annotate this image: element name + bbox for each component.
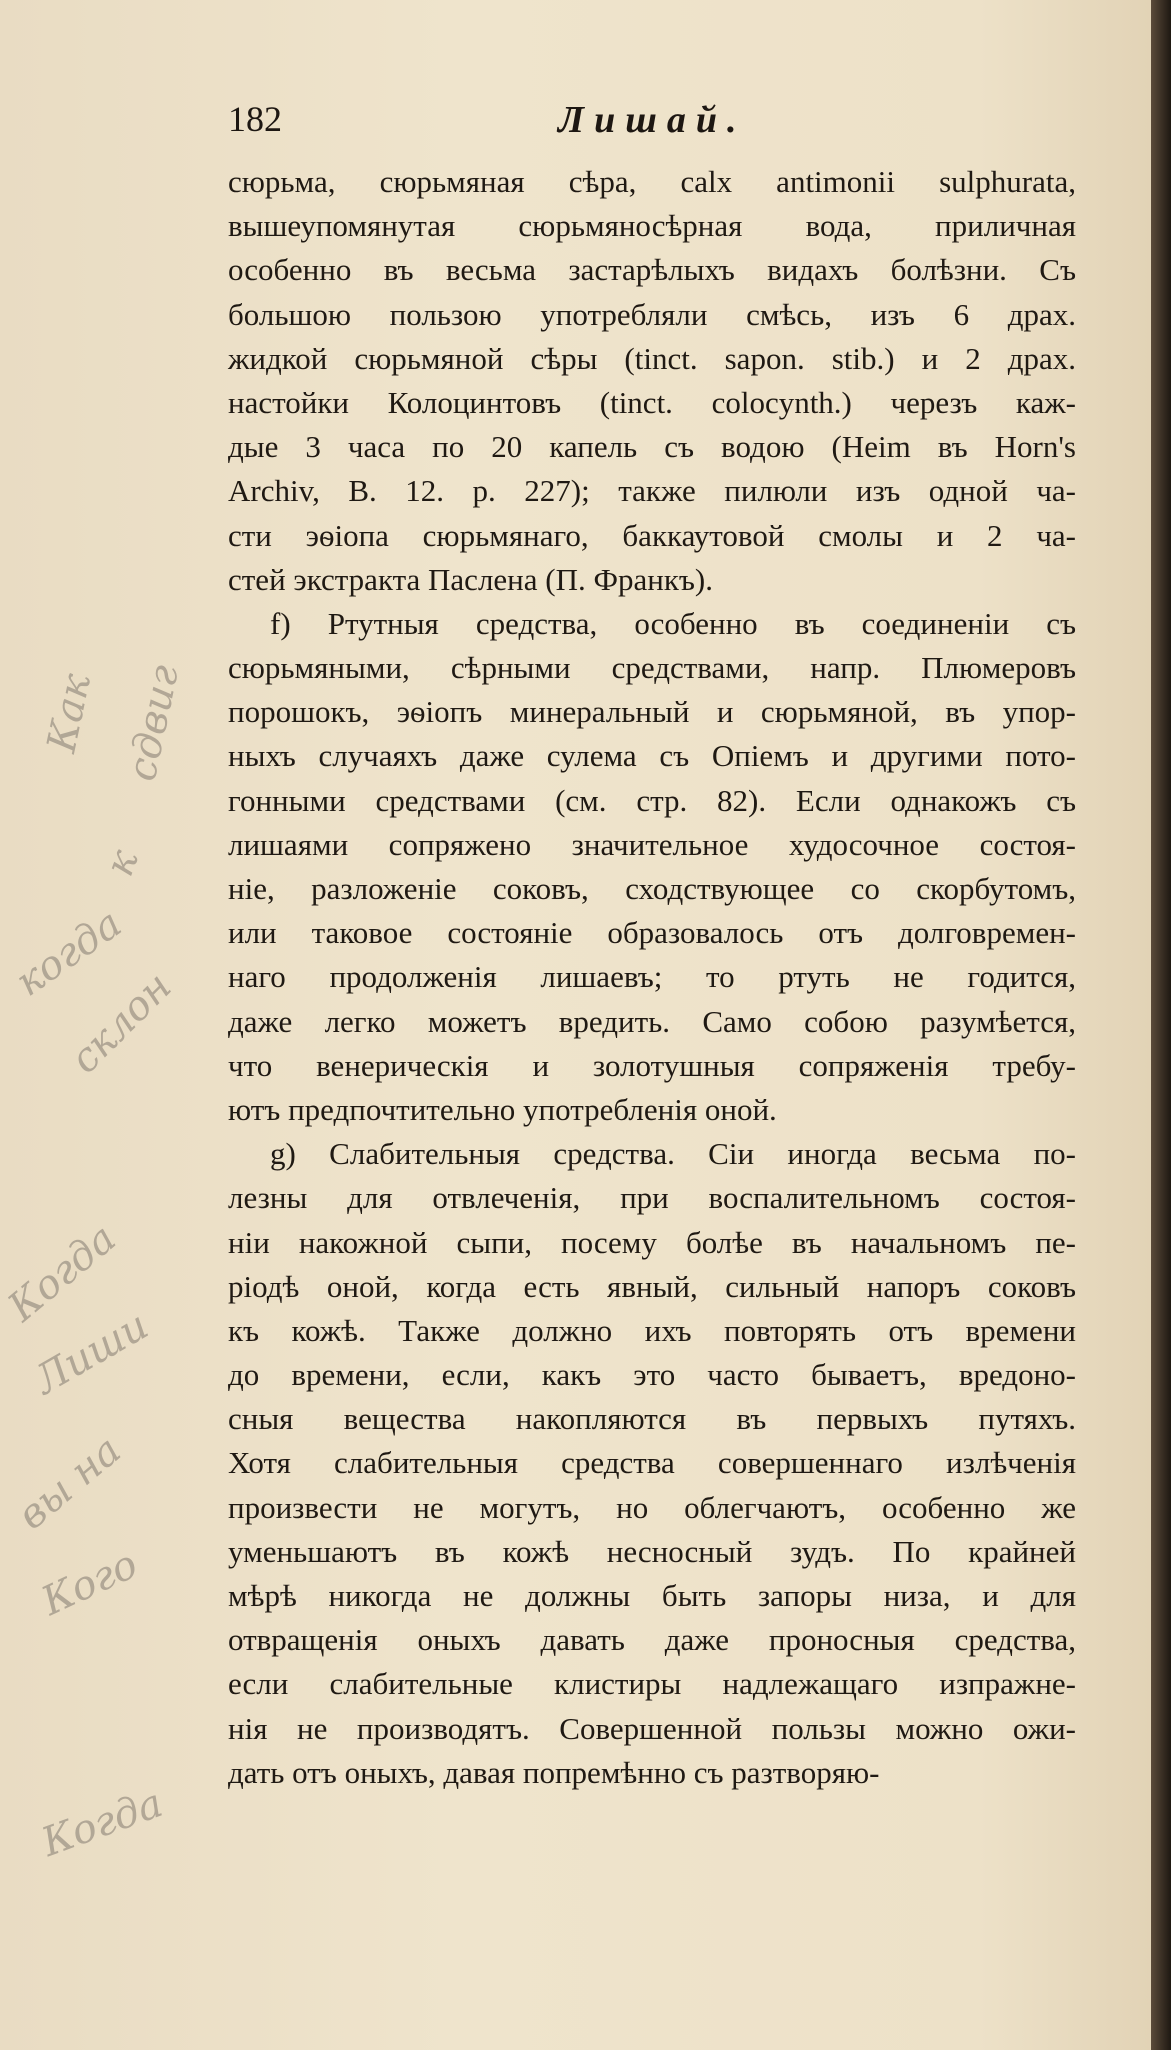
- text-line: ріодѣ оной, когда есть явный, сильный напоръ соковъ: [228, 1268, 1076, 1304]
- running-title: Лишай.: [558, 99, 747, 141]
- text-line: что венерическія и золотушныя сопряженія требу-: [228, 1047, 1076, 1083]
- text-line: наго продолженія лишаевъ; то ртуть не годится,: [228, 959, 1076, 995]
- text-line: ныхъ случаяхъ даже сулема съ Опіемъ и другими пото-: [228, 738, 1076, 774]
- text-line: до времени, если, какъ это часто бываетъ, вредоно-: [228, 1357, 1076, 1393]
- margin-note: вы на: [9, 1427, 130, 1539]
- text-line: отвращенія оныхъ давать даже проносныя средства,: [228, 1622, 1076, 1658]
- page-edge: [1151, 0, 1171, 2050]
- text-line: или таковое состояніе образовалось отъ долговремен-: [228, 915, 1076, 951]
- handwritten-margin-notes: [0, 0, 220, 2050]
- text-line: дать отъ оныхъ, давая попремѣнно съ разтворяю-: [228, 1754, 880, 1790]
- text-line: настойки Колоцинтовъ (tinct. colocynth.) черезъ каж-: [228, 384, 1076, 420]
- page-header: [228, 98, 1068, 148]
- text-line: порошокъ, эѳіопъ минеральный и сюрьмяной, въ упор-: [228, 694, 1076, 730]
- margin-note: Как: [38, 669, 101, 757]
- text-line: къ кожѣ. Также должно ихъ повторять отъ времени: [228, 1312, 1076, 1348]
- text-line: Archiv, B. 12. p. 227); также пилюли изъ одной ча-: [228, 473, 1076, 509]
- text-line: дые 3 часа по 20 капель съ водою (Heim въ Horn's: [228, 429, 1076, 465]
- text-line: гонными средствами (см. стр. 82). Если однакожъ съ: [228, 782, 1076, 818]
- text-line: лезны для отвлеченія, при воспалительномъ состоя-: [228, 1180, 1076, 1216]
- section-heading-g: g) Слабительныя средства. Сіи иногда весьма по-: [270, 1136, 1076, 1172]
- margin-note: склон: [61, 963, 181, 1083]
- text-line: нія не производятъ. Совершенной пользы можно ожи-: [228, 1710, 1076, 1746]
- text-line: ніи накожной сыпи, посему болѣе въ начальномъ пе-: [228, 1224, 1076, 1260]
- text-line: сти эѳіопа сюрьмянаго, баккаутовой смолы и 2 ча-: [228, 517, 1076, 553]
- page-number: 182: [228, 99, 282, 139]
- text-line: ніе, разложеніе соковъ, сходствующее со скорбутомъ,: [228, 871, 1076, 906]
- text-line: мѣрѣ никогда не должны быть запоры низа, и для: [228, 1578, 1076, 1613]
- margin-note: когда: [7, 900, 130, 1006]
- text-line: произвести не могутъ, но облегчаютъ, особенно же: [228, 1489, 1076, 1525]
- body-text: [228, 160, 1076, 1795]
- text-line: уменьшаютъ въ кожѣ несносный зудъ. По крайней: [228, 1533, 1076, 1569]
- margin-note: к: [96, 843, 148, 883]
- text-line: большою пользою употребляли смѣсь, изъ 6 драх.: [228, 296, 1076, 332]
- text-line: жидкой сюрьмяной сѣры (tinct. sapon. stib.) и 2 драх.: [228, 340, 1076, 376]
- text-line: сюрьма, сюрьмяная сѣра, calx antimonii sulphurata,: [228, 164, 1076, 199]
- text-line: ютъ предпочтительно употребленія оной.: [228, 1091, 777, 1127]
- margin-note: Лиши: [26, 1302, 157, 1404]
- text-line: сныя вещества накопляются въ первыхъ путяхъ.: [228, 1401, 1076, 1437]
- margin-note: Кого: [34, 1541, 145, 1625]
- text-line: вышеупомянутая сюрьмяносѣрная вода, приличная: [228, 208, 1076, 244]
- text-line: сюрьмяными, сѣрными средствами, напр. Плюмеровъ: [228, 650, 1076, 686]
- text-line: стей экстракта Паслена (П. Франкъ).: [228, 561, 713, 597]
- section-heading-f: f) Ртутныя средства, особенно въ соединеніи съ: [270, 605, 1076, 641]
- text-line: даже легко можетъ вредить. Само собою разумѣется,: [228, 1003, 1076, 1039]
- text-line: особенно въ весьма застарѣлыхъ видахъ болѣзни. Съ: [228, 252, 1076, 288]
- margin-note: Когда: [35, 1780, 169, 1866]
- text-line: если слабительные клистиры надлежащаго изпражне-: [228, 1666, 1076, 1702]
- margin-note: сдвиг: [118, 660, 189, 786]
- text-line: Хотя слабительныя средства совершеннаго излѣченія: [228, 1445, 1076, 1481]
- text-line: лишаями сопряжено значительное худосочное состоя-: [228, 826, 1076, 862]
- margin-note: Когда: [0, 1215, 125, 1331]
